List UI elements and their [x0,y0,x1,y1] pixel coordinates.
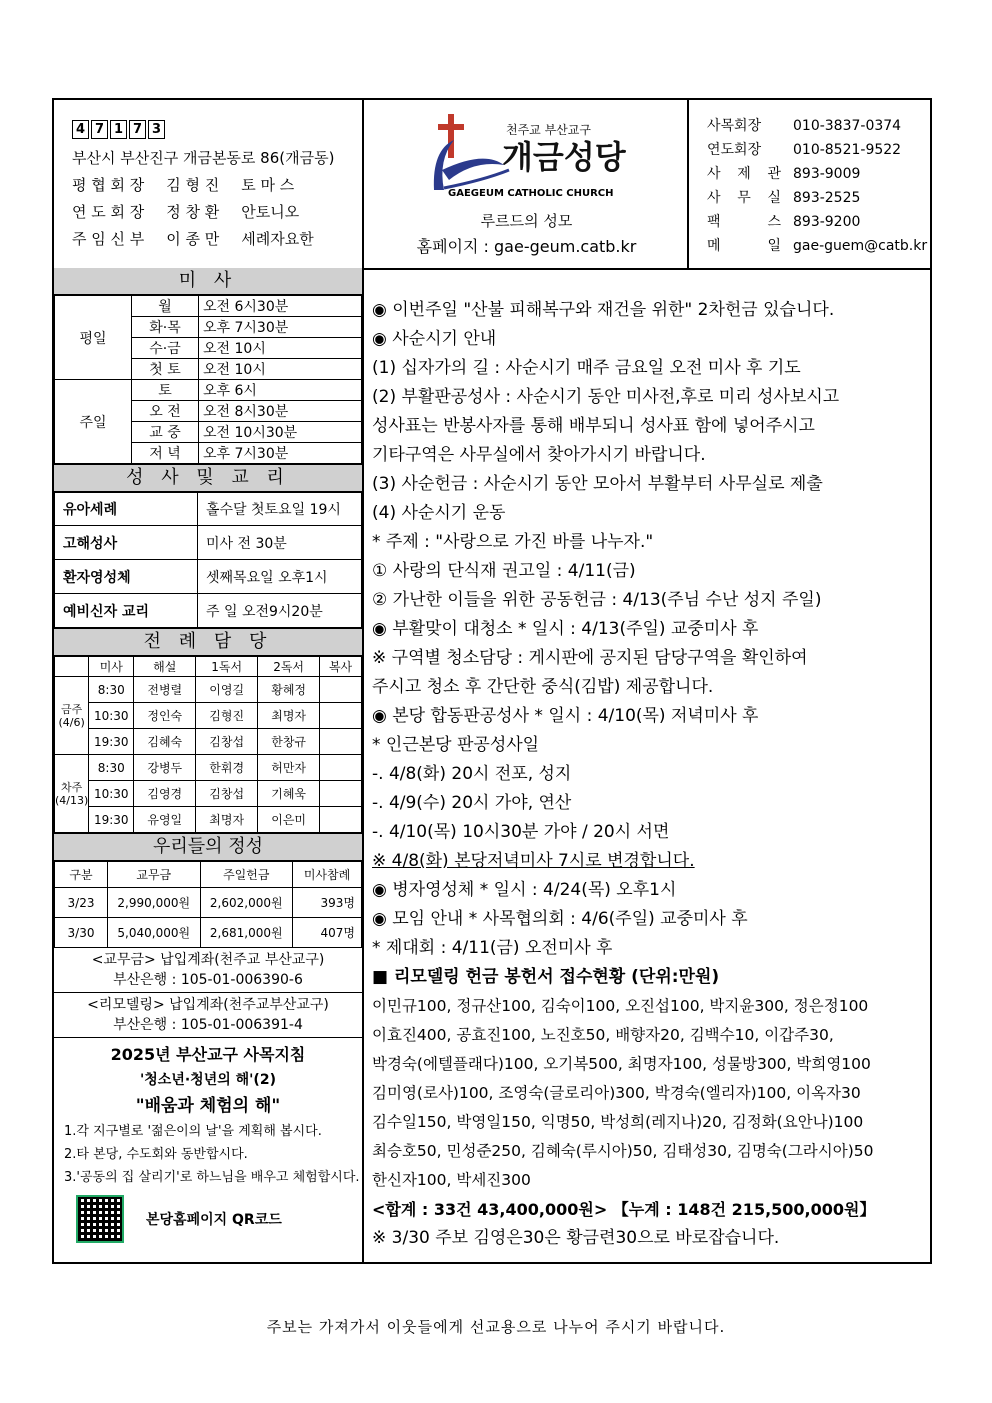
qr-code[interactable] [76,1195,124,1243]
zip-digit: 7 [91,120,108,139]
mass-schedule-table: 평일 월 오전 6시30분 화·목 오후 7시30분 수·금 오전 10시 첫 토 오전 10시 주일 토 오후 6시 오 전 오전 8시30분 교 중 오전 10시30분 저 녁 오후 7시30분 [54,295,362,464]
parish-logo [424,110,644,210]
pastoral-guidelines: 2025년 부산교구 사목지침 '청소년·청년의 해'(2) "배움과 체험의 해" 1.각 지구별로 '젊은이의 날'을 계획해 봅시다. 2.타 본당, 수도회와 동반합시다. 3.'공동의 집 살리기'로 하느님을 배우고 체험합시다. 본당홈페이지 QR코드 [54,1038,362,1243]
donor-line: 한신자100, 박세진300 [372,1171,531,1189]
notice-line: (1) 십자가의 길 : 사순시기 매주 금요일 오전 미사 후 기도 [372,358,801,378]
offering-title: 우리들의 정성 [54,833,362,861]
notice-line: * 제대회 : 4/11(금) 오전미사 후 [372,938,613,958]
notice-line: ◉ 이번주일 "산불 피해복구와 재건을 위한" 2차헌금 있습니다. [372,300,835,320]
donor-line: 김수일150, 박영일150, 익명50, 박성희(레지나)20, 김정화(요안나)100 [372,1113,864,1131]
donor-line: 박경숙(에텔플래다)100, 오기복500, 최명자100, 성물방300, 박희영100 [372,1055,871,1073]
contact-row: 사 무 실 893-2525 [707,190,861,206]
notice-line: -. 4/10(목) 10시30분 가야 / 20시 서면 [372,822,670,842]
notices-column [364,268,930,1262]
total-line: <합계 : 33건 43,400,000원> 【누계 : 148건 215,500,000원】 [372,1200,876,1219]
mass-title: 미 사 [54,268,362,295]
contact-row: 연도회장 010-8521-9522 [707,142,902,158]
left-column [54,268,364,1262]
contact-row: 사 제 관 893-9009 [707,166,861,182]
sacraments-title: 성 사 및 교 리 [54,464,362,492]
offering-table: 구분 교무금 주일헌금 미사참례 3/23 2,990,000원 2,602,000원 393명 3/30 5,040,000원 2,681,000원 407명 [54,861,362,948]
notice-line: ■ 리모델링 헌금 봉헌서 접수현황 (단위:만원) [372,967,720,987]
svg-text:천주교 부산교구: 천주교 부산교구 [506,123,591,137]
address: 부산시 부산진구 개금본동로 86(개금동) [72,149,335,167]
liturgy-title: 전 례 담 당 [54,628,362,656]
liturgy-table: 미사 해설 1독서 2독서 복사 금주(4/6) 8:30 전병렬 이영길 황혜정 10:30 정인숙 김형진 최명자 19:30 김혜숙 김창섭 한창규 차주(4/13) 8:30 강병두 한휘경 허만자 10:30 김영경 김창섭 기혜욱 19:30 유영일 최명자 이은미 [54,656,362,833]
notice-line: ◉ 부활맞이 대청소 * 일시 : 4/13(주일) 교중미사 후 [372,619,759,639]
zip-digit: 7 [129,120,146,139]
notice-line: (2) 부활판공성사 : 사순시기 동안 미사전,후로 미리 성사보시고 [372,387,840,407]
notice-line: ※ 구역별 청소담당 : 게시판에 공지된 담당구역을 확인하여 [372,648,808,668]
donor-line: 김미영(로사)100, 조영숙(글로리아)300, 박경숙(엘리자)100, 이옥자30 [372,1084,861,1102]
zip-digit: 4 [72,120,89,139]
zip-digit: 1 [110,120,127,139]
officer-row: 주 임 신 부 이 종 만 세례자요한 [72,230,314,248]
contact-row: 팩 스 893-9200 [707,214,861,230]
svg-text:개금성당: 개금성당 [502,138,626,176]
patron-saint: 루르드의 성모 [480,212,573,230]
officer-row: 평 협 회 장 김 형 진 토 마 스 [72,176,295,194]
svg-text:GAEGEUM CATHOLIC CHURCH: GAEGEUM CATHOLIC CHURCH [448,188,614,199]
notice-line: ◉ 사순시기 안내 [372,329,497,349]
zip-code [72,120,362,139]
contact-row: 메 일 gae-guem@catb.kr [707,238,928,254]
notice-line: ◉ 병자영성체 * 일시 : 4/24(목) 오후1시 [372,880,677,900]
notice-line: * 인근본당 판공성사일 [372,735,540,755]
notice-line: * 주제 : "사랑으로 가진 바를 나누자." [372,532,654,552]
notice-line: 기타구역은 사무실에서 찾아가시기 바랍니다. [372,445,706,465]
notice-line: (3) 사순헌금 : 사순시기 동안 모아서 부활부터 사무실로 제출 [372,474,823,494]
notice-line: ◉ 본당 합동판공성사 * 일시 : 4/10(목) 저녁미사 후 [372,706,759,726]
homepage-url[interactable]: 홈페이지 : gae-geum.catb.kr [416,237,637,256]
header [54,100,930,270]
address-block [54,100,364,268]
contacts-block [689,100,930,268]
bulletin-page [52,98,932,1264]
officer-row: 연 도 회 장 정 창 환 안토니오 [72,203,300,221]
notice-line: 성사표는 반봉사자를 통해 배부되니 성사표 함에 넣어주시고 [372,416,815,436]
donor-line: 이효진400, 공효진100, 노진호50, 배향자20, 김백수10, 이갑주30, [372,1026,834,1044]
donor-line: 최승호50, 민성준250, 김혜숙(루시아)50, 김태성30, 김명숙(그라시아)50 [372,1142,874,1160]
contact-row: 사목회장 010-3837-0374 [707,118,902,134]
qr-label: 본당홈페이지 QR코드 [146,1212,282,1228]
zip-digit: 3 [148,120,165,139]
notice-line: ※ 3/30 주보 김영은30은 황금련30으로 바로잡습니다. [372,1228,780,1248]
notice-line: ◉ 모임 안내 * 사목협의회 : 4/6(주일) 교중미사 후 [372,909,748,929]
account-1: <교무금> 납입계좌(천주교 부산교구) 부산은행 : 105-01-006390-6 [54,948,362,993]
footer-note: 주보는 가져가서 이웃들에게 선교용으로 나누어 주시기 바랍니다. [266,1318,726,1336]
notice-line: (4) 사순시기 운동 [372,503,506,523]
notice-line: ② 가난한 이들을 위한 공동헌금 : 4/13(주님 수난 성지 주일) [372,590,822,610]
account-2: <리모델링> 납입계좌(천주교부산교구) 부산은행 : 105-01-006391-4 [54,993,362,1038]
notice-line: -. 4/9(수) 20시 가야, 연산 [372,793,572,813]
sacraments-table: 유아세례 홀수달 첫토요일 19시 고해성사 미사 전 30분 환자영성체 셋째목요일 오후1시 예비신자 교리 주 일 오전9시20분 [54,492,362,628]
parish-logo-block [364,100,689,268]
notice-line: ※ 4/8(화) 본당저녁미사 7시로 변경합니다. [372,851,695,871]
notice-line: -. 4/8(화) 20시 전포, 성지 [372,764,572,784]
notice-line: ① 사랑의 단식재 권고일 : 4/11(금) [372,561,636,581]
notice-line: 주시고 청소 후 간단한 중식(김밥) 제공합니다. [372,677,714,697]
donor-line: 이민규100, 정규산100, 김숙이100, 오진섭100, 박지윤300, 정은정100 [372,997,869,1015]
